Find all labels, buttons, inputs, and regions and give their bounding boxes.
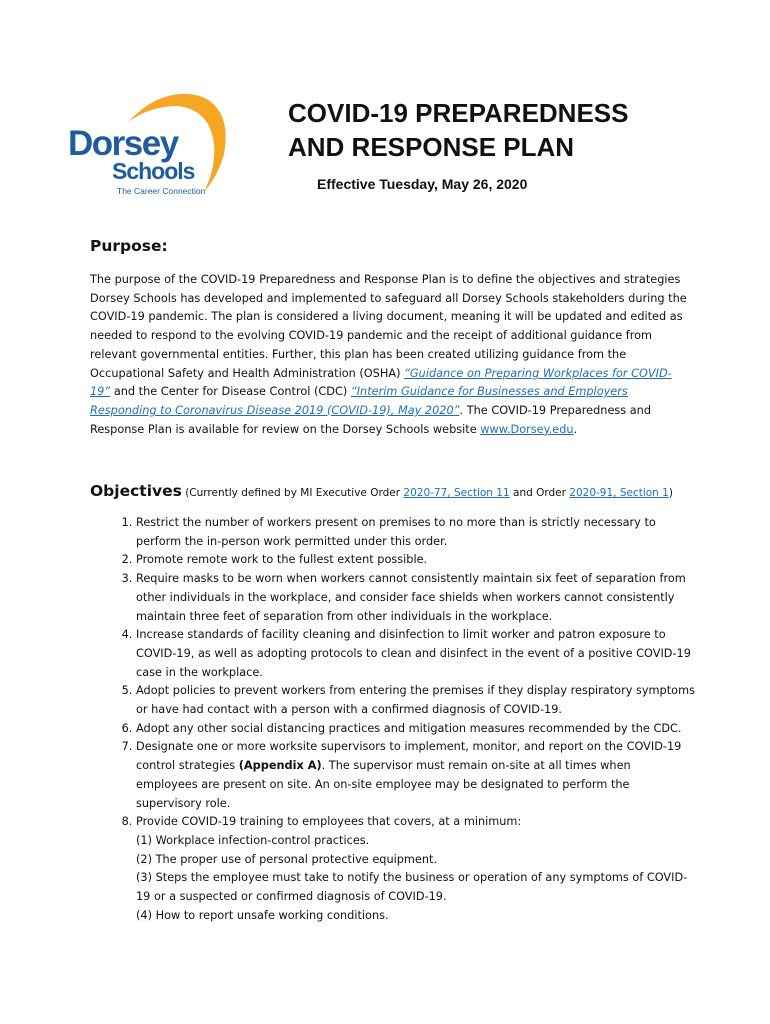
objectives-heading-line	[90, 482, 730, 500]
objective-text: Adopt policies to prevent workers from entering the premises if they display respiratory symptoms or have had contact with a person with a confirmed diagnosis of COVID-19.	[136, 684, 695, 717]
purpose-text: . The COVID-19 Preparedness and Response Plan is available for review on the Dorsey Schools website	[90, 403, 652, 436]
objective-item	[136, 626, 695, 682]
objectives-heading: Objectives	[90, 482, 182, 500]
order-2020-77-link[interactable]: 2020-77, Section 11	[403, 487, 510, 499]
effective-date: Effective Tuesday, May 26, 2020	[317, 176, 528, 192]
training-subitem: (3) Steps the employee must take to notify the business or operation of any symptoms of COVID-19 or a suspected or confirmed diagnosis of COVID-19.	[136, 871, 688, 904]
objective-text: Require masks to be worn when workers cannot consistently maintain six feet of separation from other individuals in the workplace, and consider face shields when workers cannot consistently maintain three feet of separation from other individuals in the workplace.	[136, 572, 686, 623]
dorsey-website-link[interactable]: www.Dorsey.edu	[480, 422, 574, 436]
osha-guidance-link[interactable]: “Guidance on Preparing Workplaces for COVID-19”	[90, 366, 672, 399]
objective-text: 8. Provide COVID-19 training to employees that covers, at a minimum:	[136, 815, 522, 829]
objective-item	[136, 738, 695, 813]
objective-text: Restrict the number of workers present on premises to no more than is strictly necessary to perform the in-person work permitted under this order.	[136, 516, 656, 548]
objective-text: Adopt any other social distancing practices and mitigation measures recommended by the CDC.	[136, 721, 682, 735]
objective-item	[136, 570, 695, 626]
objective-item	[136, 813, 695, 925]
objective-text: Promote remote work to the fullest extent possible.	[136, 553, 428, 567]
objectives-note: )	[668, 487, 673, 499]
purpose-text: The purpose of the COVID-19 Preparedness and Response Plan is to define the objectives and strategies Dorsey Schools has developed and implemented to safeguard all Dorsey Schools stakeholders during the COVID-19 pandemic. The plan is considered a living document, meaning it will be updated and edited as needed to respond to the evolving COVID-19 pandemic and the receipt of additional guidance from relevant governmental entities. Further, this plan has been created utilizing guidance from the Occupational Safety and Health Administration (OSHA)	[90, 273, 687, 380]
purpose-heading: Purpose:	[90, 237, 168, 255]
purpose-paragraph	[90, 271, 690, 439]
logo-name-line1: Dorsey	[68, 124, 178, 163]
objective-text: . The supervisor must remain on-site at all times when employees are present on site. An on-site employee may be designated to perform the supervisory role.	[136, 759, 631, 810]
appendix-a-reference: (Appendix A)	[238, 759, 322, 773]
objective-item	[136, 514, 695, 551]
objective-item	[136, 682, 695, 719]
objective-item	[136, 551, 695, 570]
objectives-note: and Order	[509, 487, 570, 499]
purpose-text: .	[573, 422, 578, 436]
training-subitem: (1) Workplace infection-control practices.	[136, 833, 370, 847]
training-subitem: (4) How to report unsafe working conditions.	[136, 908, 389, 922]
objectives-note: (Currently defined by MI Executive Order	[181, 487, 404, 499]
document-title: COVID-19 PREPAREDNESS AND RESPONSE PLAN	[288, 98, 629, 162]
purpose-text: and the Center for Disease Control (CDC)	[110, 385, 351, 399]
training-subitem: (2) The proper use of personal protective equipment.	[136, 852, 438, 866]
logo-tagline: The Career Connection	[117, 186, 206, 196]
logo-name-line2: Schools	[112, 158, 195, 184]
objective-item	[136, 720, 695, 739]
order-2020-91-link[interactable]: 2020-91, Section 1	[569, 487, 669, 499]
objective-text: Designate one or more worksite supervisors to implement, monitor, and report on the COVID-19 control strategies	[136, 740, 682, 773]
objectives-list	[90, 514, 695, 925]
cdc-guidance-link[interactable]: “Interim Guidance for Businesses and Employers Responding to Coronavirus Disease 2019 (COVID-19), May 2020”	[90, 385, 628, 417]
objective-text: Increase standards of facility cleaning and disinfection to limit worker and patron exposure to COVID-19, as well as adopting protocols to clean and disinfect in the event of a positive COVID-19 case in the workplace.	[136, 628, 691, 679]
dorsey-schools-logo	[66, 88, 230, 200]
